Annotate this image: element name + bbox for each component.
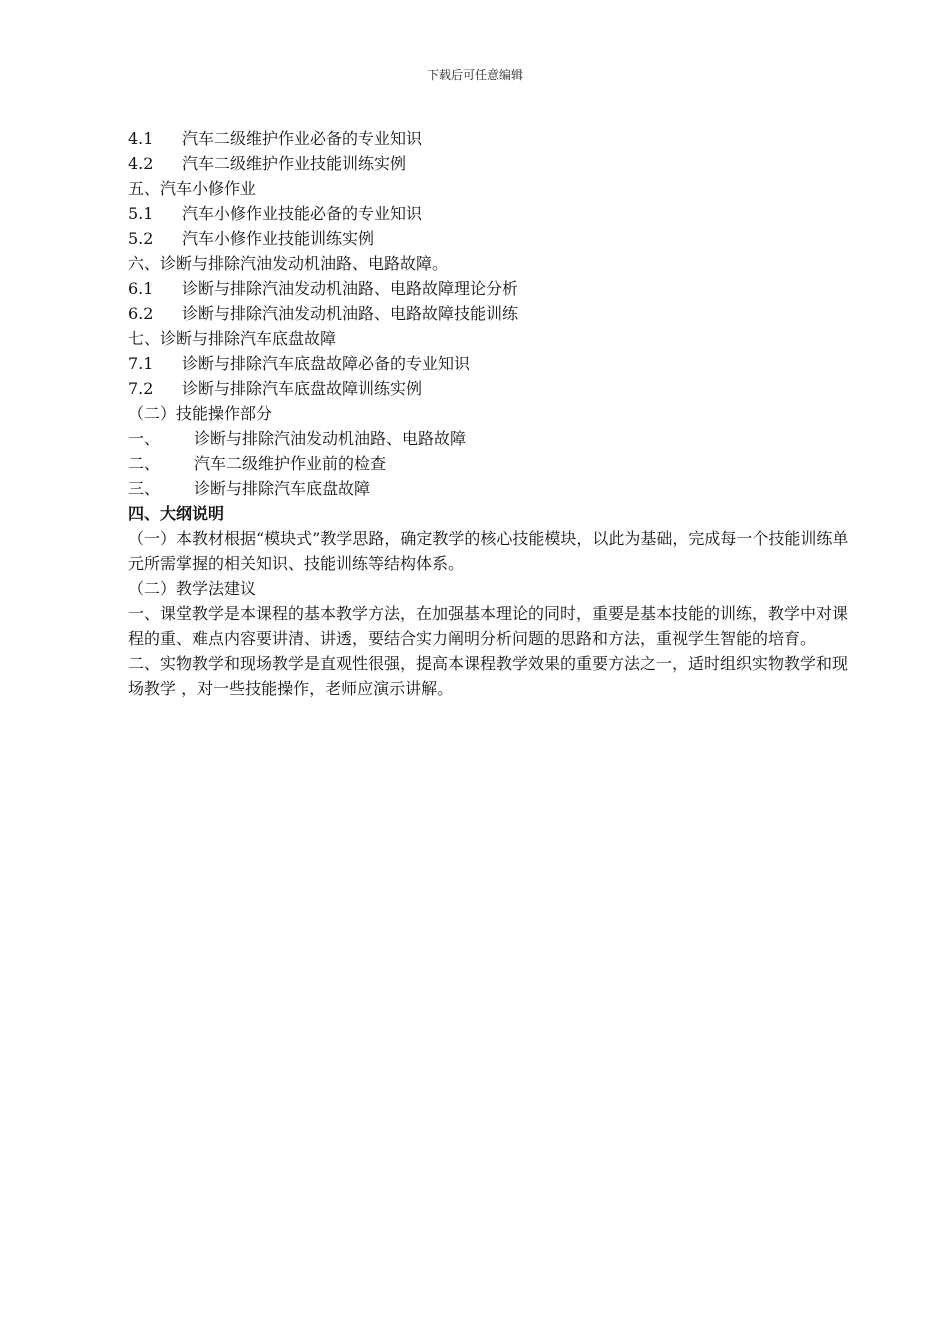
outline-item-6-2	[128, 301, 858, 326]
outline-item-7-1	[128, 351, 858, 376]
skills-item-3	[128, 476, 858, 501]
teaching-method-heading: （二）教学法建议	[128, 579, 257, 598]
outline-item-4-2	[128, 151, 858, 176]
outline-item-7-2	[128, 376, 858, 401]
item-number: 5.1	[128, 204, 154, 223]
outline-item-4-1	[128, 126, 858, 151]
item-text: 汽车小修作业技能必备的专业知识	[182, 204, 423, 223]
item-text: 汽车二级维护作业技能训练实例	[182, 154, 407, 173]
page-header: 下载后可任意编辑	[426, 68, 523, 82]
item-number: 一、	[128, 429, 161, 448]
item-text: 汽车二级维护作业前的检查	[194, 454, 387, 473]
paragraph-2: 一、课堂教学是本课程的基本教学方法，在加强基本理论的同时，重要是基本技能的训练，教学中对课程的重、难点内容要讲清、讲透，要结合实力阐明分析问题的思路和方法，重视学生智能的培育。	[128, 604, 849, 648]
skills-item-1	[128, 426, 858, 451]
outline-item-5-2	[128, 226, 858, 251]
outline-item-5-1	[128, 201, 858, 226]
outline-heading-5: 五、汽车小修作业	[128, 179, 257, 198]
item-number: 7.2	[128, 379, 154, 398]
item-number: 三、	[128, 479, 161, 498]
item-number: 7.1	[128, 354, 154, 373]
outline-heading-7: 七、诊断与排除汽车底盘故障	[128, 329, 337, 348]
paragraph-1: （一）本教材根据“模块式”教学思路，确定教学的核心技能模块，以此为基础，完成每一个技能训练单元所需掌握的相关知识、技能训练等结构体系。	[128, 529, 849, 573]
item-number: 5.2	[128, 229, 154, 248]
section-4-title: 四、大纲说明	[128, 504, 225, 523]
item-number: 二、	[128, 454, 161, 473]
item-text: 诊断与排除汽车底盘故障必备的专业知识	[182, 354, 471, 373]
item-number: 4.1	[128, 129, 154, 148]
outline-heading-6: 六、诊断与排除汽油发动机油路、电路故障。	[128, 254, 449, 273]
item-number: 6.2	[128, 304, 154, 323]
item-number: 4.2	[128, 154, 154, 173]
outline-item-6-1	[128, 276, 858, 301]
item-text: 诊断与排除汽车底盘故障	[194, 479, 371, 498]
item-text: 汽车小修作业技能训练实例	[182, 229, 375, 248]
item-number: 6.1	[128, 279, 154, 298]
item-text: 诊断与排除汽油发动机油路、电路故障	[194, 429, 467, 448]
item-text: 诊断与排除汽油发动机油路、电路故障技能训练	[182, 304, 519, 323]
skills-item-2	[128, 451, 858, 476]
document-body	[128, 126, 858, 701]
item-text: 汽车二级维护作业必备的专业知识	[182, 129, 423, 148]
item-text: 诊断与排除汽车底盘故障训练实例	[182, 379, 423, 398]
paragraph-3: 二、实物教学和现场教学是直观性很强，提高本课程教学效果的重要方法之一，适时组织实物教学和现场教学 ，对一些技能操作，老师应演示讲解。	[128, 654, 849, 698]
skills-section-heading: （二）技能操作部分	[128, 404, 273, 423]
item-text: 诊断与排除汽油发动机油路、电路故障理论分析	[182, 279, 519, 298]
